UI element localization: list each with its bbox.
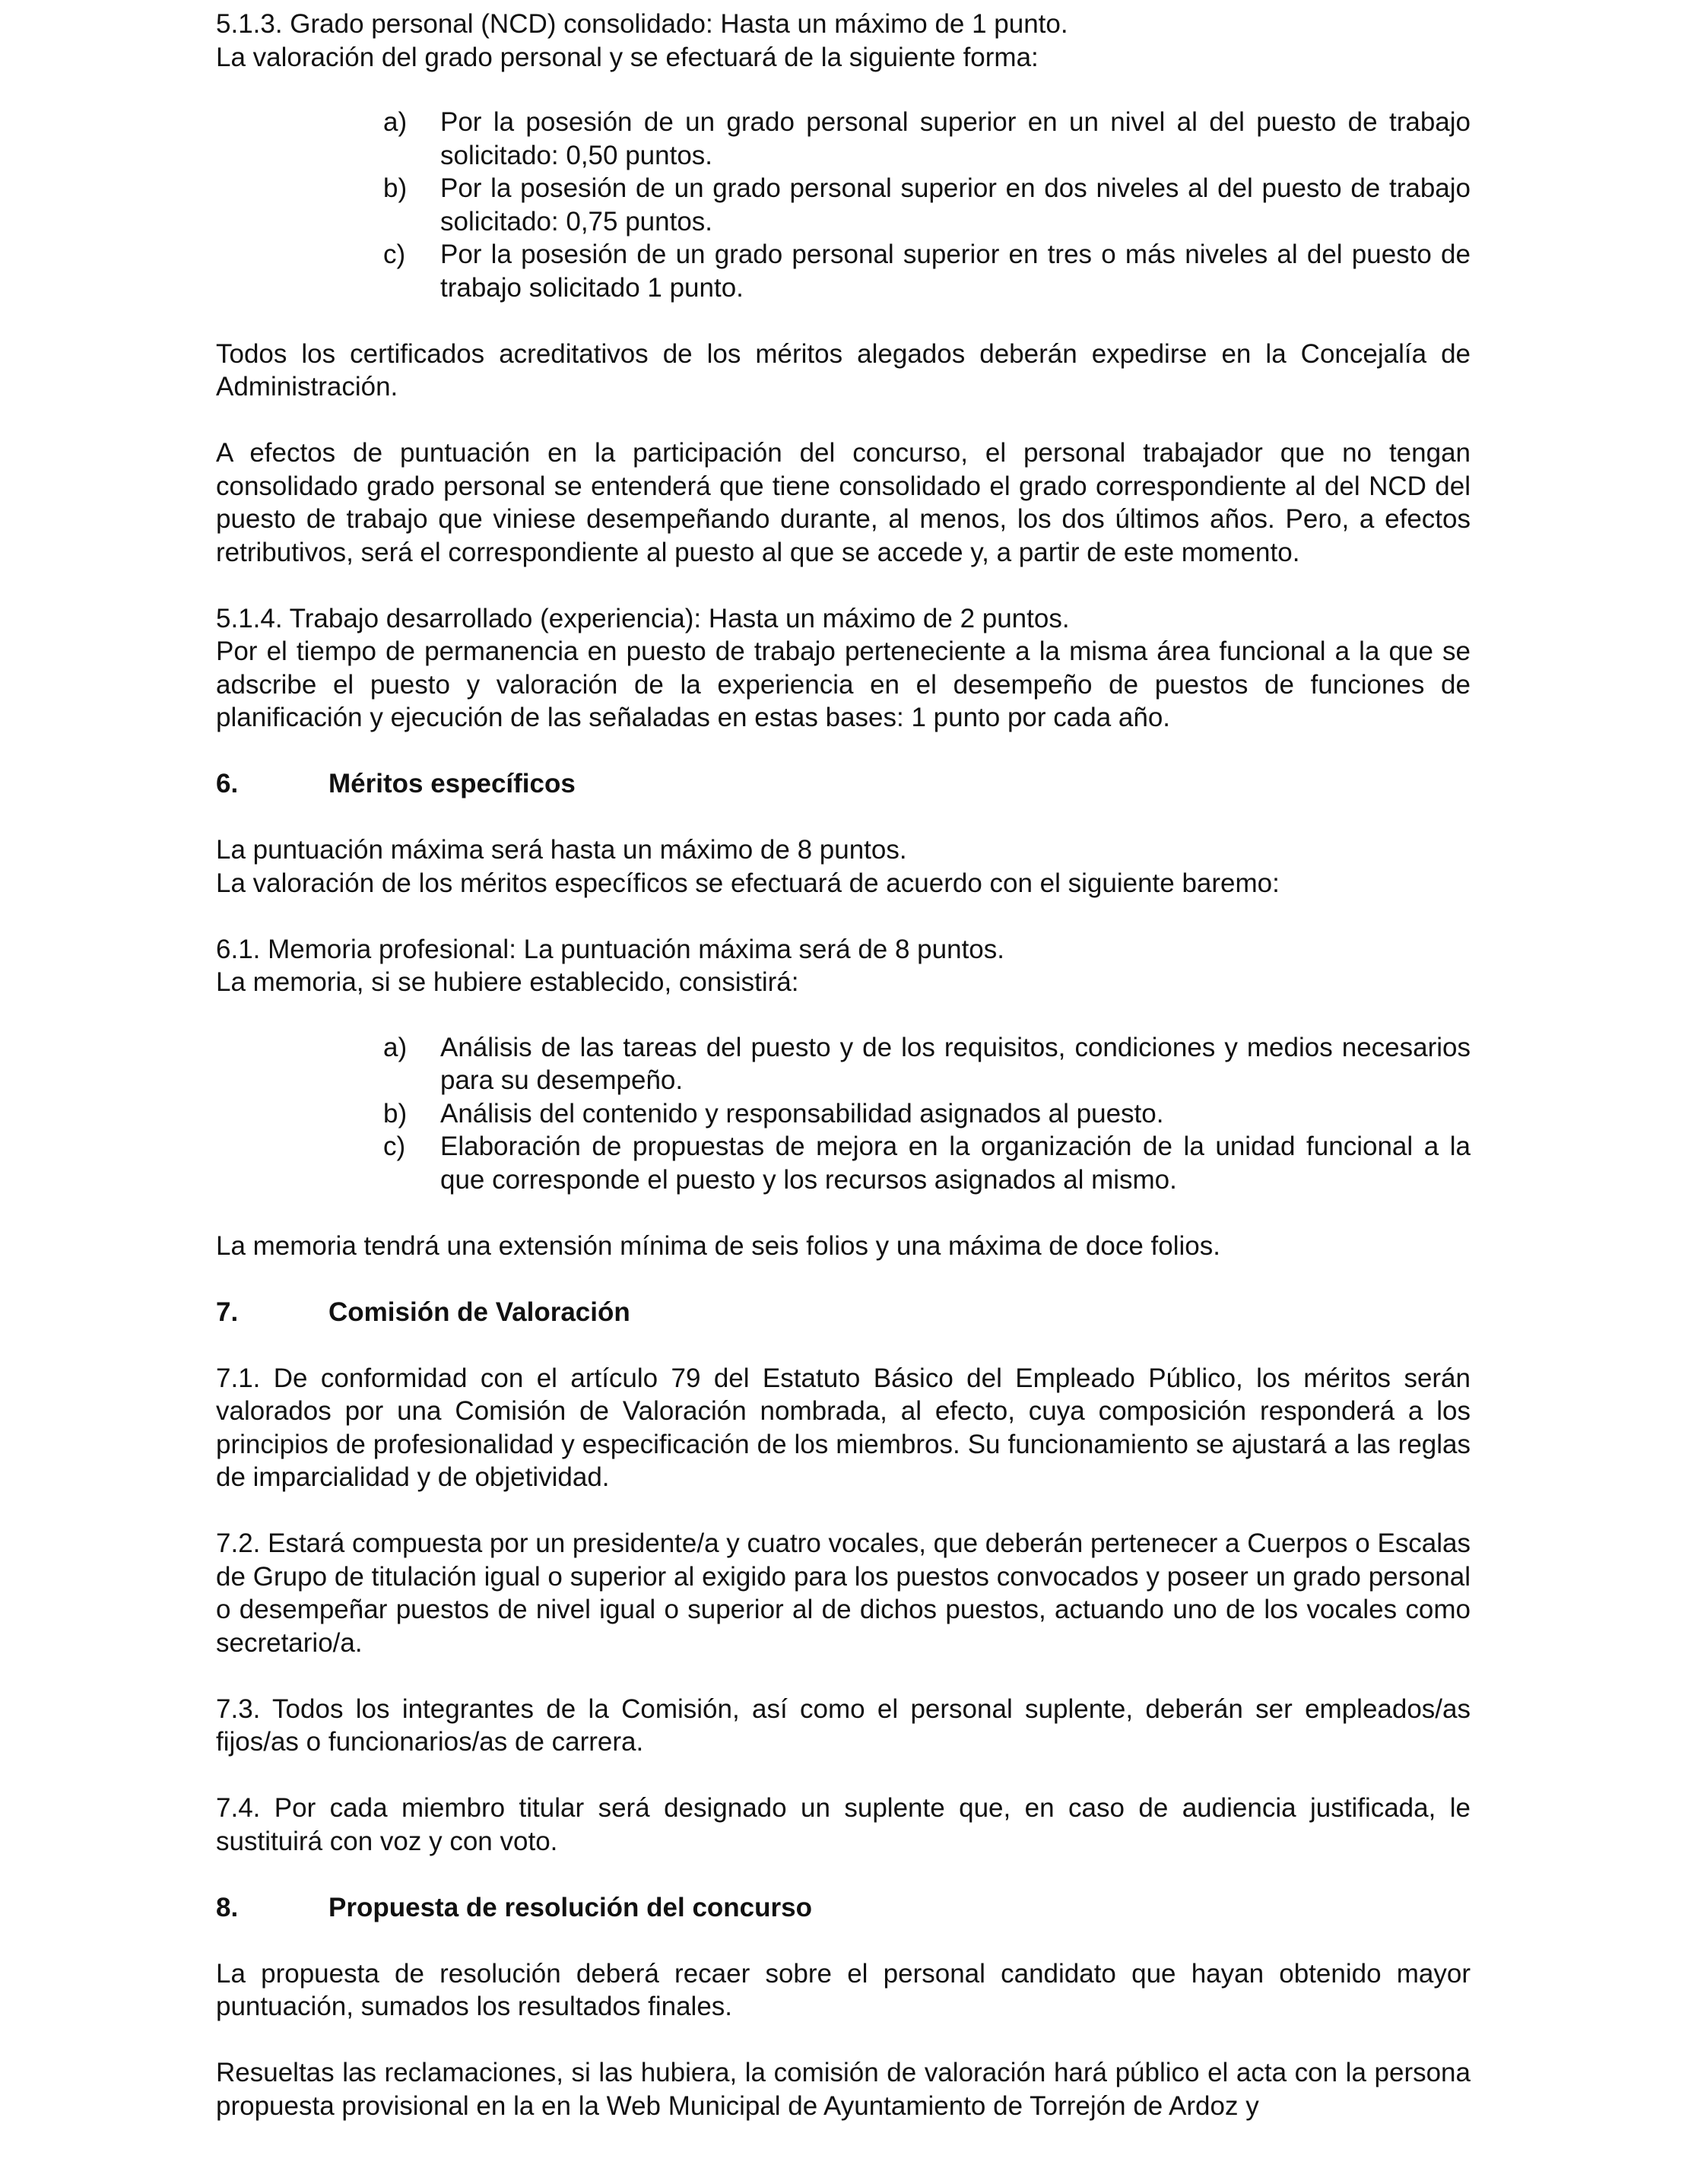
list-item: a) Análisis de las tareas del puesto y de los requisitos, condiciones y medios necesarios para su desempeño. bbox=[383, 1032, 1471, 1095]
list-item: b) Por la posesión de un grado personal superior en dos niveles al del puesto de trabajo solicitado: 0,75 puntos. bbox=[383, 173, 1471, 236]
section-7-1: 7.1. De conformidad con el artículo 79 del Estatuto Básico del Empleado Público, los méritos serán valorados por una Comisión de Valoración nombrada, al efecto, cuya composición responderá a los principios de profesionalidad y especificación de los miembros. Su funcionamiento se ajustará a las reglas de imparcialidad y de objetividad. bbox=[216, 1363, 1471, 1492]
list-item: c) Por la posesión de un grado personal superior en tres o más niveles al del puesto de trabajo solicitado 1 punto. bbox=[383, 240, 1471, 303]
section-5-1-3-title: 5.1.3. Grado personal (NCD) consolidado: Hasta un máximo de 1 punto. bbox=[216, 9, 1068, 39]
section-number: 8. bbox=[216, 1892, 239, 1922]
section-5-1-4-title: 5.1.4. Trabajo desarrollado (experiencia): Hasta un máximo de 2 puntos. bbox=[216, 603, 1070, 633]
section-number: 6. bbox=[216, 769, 239, 798]
grado-personal-list bbox=[216, 106, 1471, 304]
list-item: a) Por la posesión de un grado personal superior en un nivel al del puesto de trabajo solicitado: 0,50 puntos. bbox=[383, 107, 1471, 170]
section-5-1-4-text: Por el tiempo de permanencia en puesto de trabajo perteneciente a la misma área funcional a la que se adscribe el puesto y valoración de la experiencia en el desempeño de puestos de funciones de planificación y ejecución de las señaladas en estas bases: 1 punto por cada año. bbox=[216, 636, 1471, 732]
section-7-2: 7.2. Estará compuesta por un presidente/a y cuatro vocales, que deberán pertenecer a Cuerpos o Escalas de Grupo de titulación igual o superior al exigido para los puestos convocados y poseer un grado personal o desempeñar puestos de nivel igual o superior al de dichos puestos, actuando uno de los vocales como secretario/a. bbox=[216, 1528, 1471, 1658]
section-7-4: 7.4. Por cada miembro titular será designado un suplente que, en caso de audiencia justificada, le sustituirá con voz y con voto. bbox=[216, 1793, 1471, 1856]
section-title: Propuesta de resolución del concurso bbox=[328, 1892, 812, 1922]
memoria-list bbox=[216, 1031, 1471, 1197]
list-item: b) Análisis del contenido y responsabilidad asignados al puesto. bbox=[383, 1098, 1164, 1129]
section-5-1-3-intro: La valoración del grado personal y se efectuará de la siguiente forma: bbox=[216, 42, 1039, 72]
section-title: Comisión de Valoración bbox=[328, 1297, 630, 1327]
section-6-scale: La valoración de los méritos específicos se efectuará de acuerdo con el siguiente baremo: bbox=[216, 868, 1280, 898]
section-6-heading bbox=[216, 767, 1471, 801]
section-title: Méritos específicos bbox=[328, 769, 576, 798]
document-page bbox=[216, 8, 1471, 2122]
section-6-max: La puntuación máxima será hasta un máximo de 8 puntos. bbox=[216, 835, 907, 865]
section-7-heading bbox=[216, 1296, 1471, 1329]
memoria-extension: La memoria tendrá una extensión mínima de seis folios y una máxima de doce folios. bbox=[216, 1230, 1220, 1261]
list-item: c) Elaboración de propuestas de mejora en la organización de la unidad funcional a la que corresponde el puesto y los recursos asignados al mismo. bbox=[383, 1132, 1471, 1195]
section-8-p2: Resueltas las reclamaciones, si las hubiera, la comisión de valoración hará público el acta con la persona propuesta provisional en la en la Web Municipal de Ayuntamiento de Torrejón de Ardoz y bbox=[216, 2058, 1471, 2121]
section-number: 7. bbox=[216, 1297, 239, 1327]
certificates-paragraph: Todos los certificados acreditativos de los méritos alegados deberán expedirse en la Concejalía de Administración. bbox=[216, 338, 1471, 402]
memoria-title: 6.1. Memoria profesional: La puntuación máxima será de 8 puntos. bbox=[216, 934, 1004, 964]
effects-paragraph: A efectos de puntuación en la participación del concurso, el personal trabajador que no tengan consolidado grado personal se entenderá que tiene consolidado el grado correspondiente al del NCD del puesto de trabajo que viniese desempeñando durante, al menos, los dos últimos años. Pero, a efectos retributivos, será el correspondiente al puesto al que se accede y, a partir de este momento. bbox=[216, 438, 1471, 567]
section-7-3: 7.3. Todos los integrantes de la Comisión, así como el personal suplente, deberán ser empleados/as fijos/as o funcionarios/as de carrera. bbox=[216, 1694, 1471, 1757]
memoria-intro: La memoria, si se hubiere establecido, consistirá: bbox=[216, 967, 799, 997]
section-8-p1: La propuesta de resolución deberá recaer sobre el personal candidato que hayan obtenido mayor puntuación, sumados los resultados finales. bbox=[216, 1958, 1471, 2021]
section-8-heading bbox=[216, 1891, 1471, 1925]
